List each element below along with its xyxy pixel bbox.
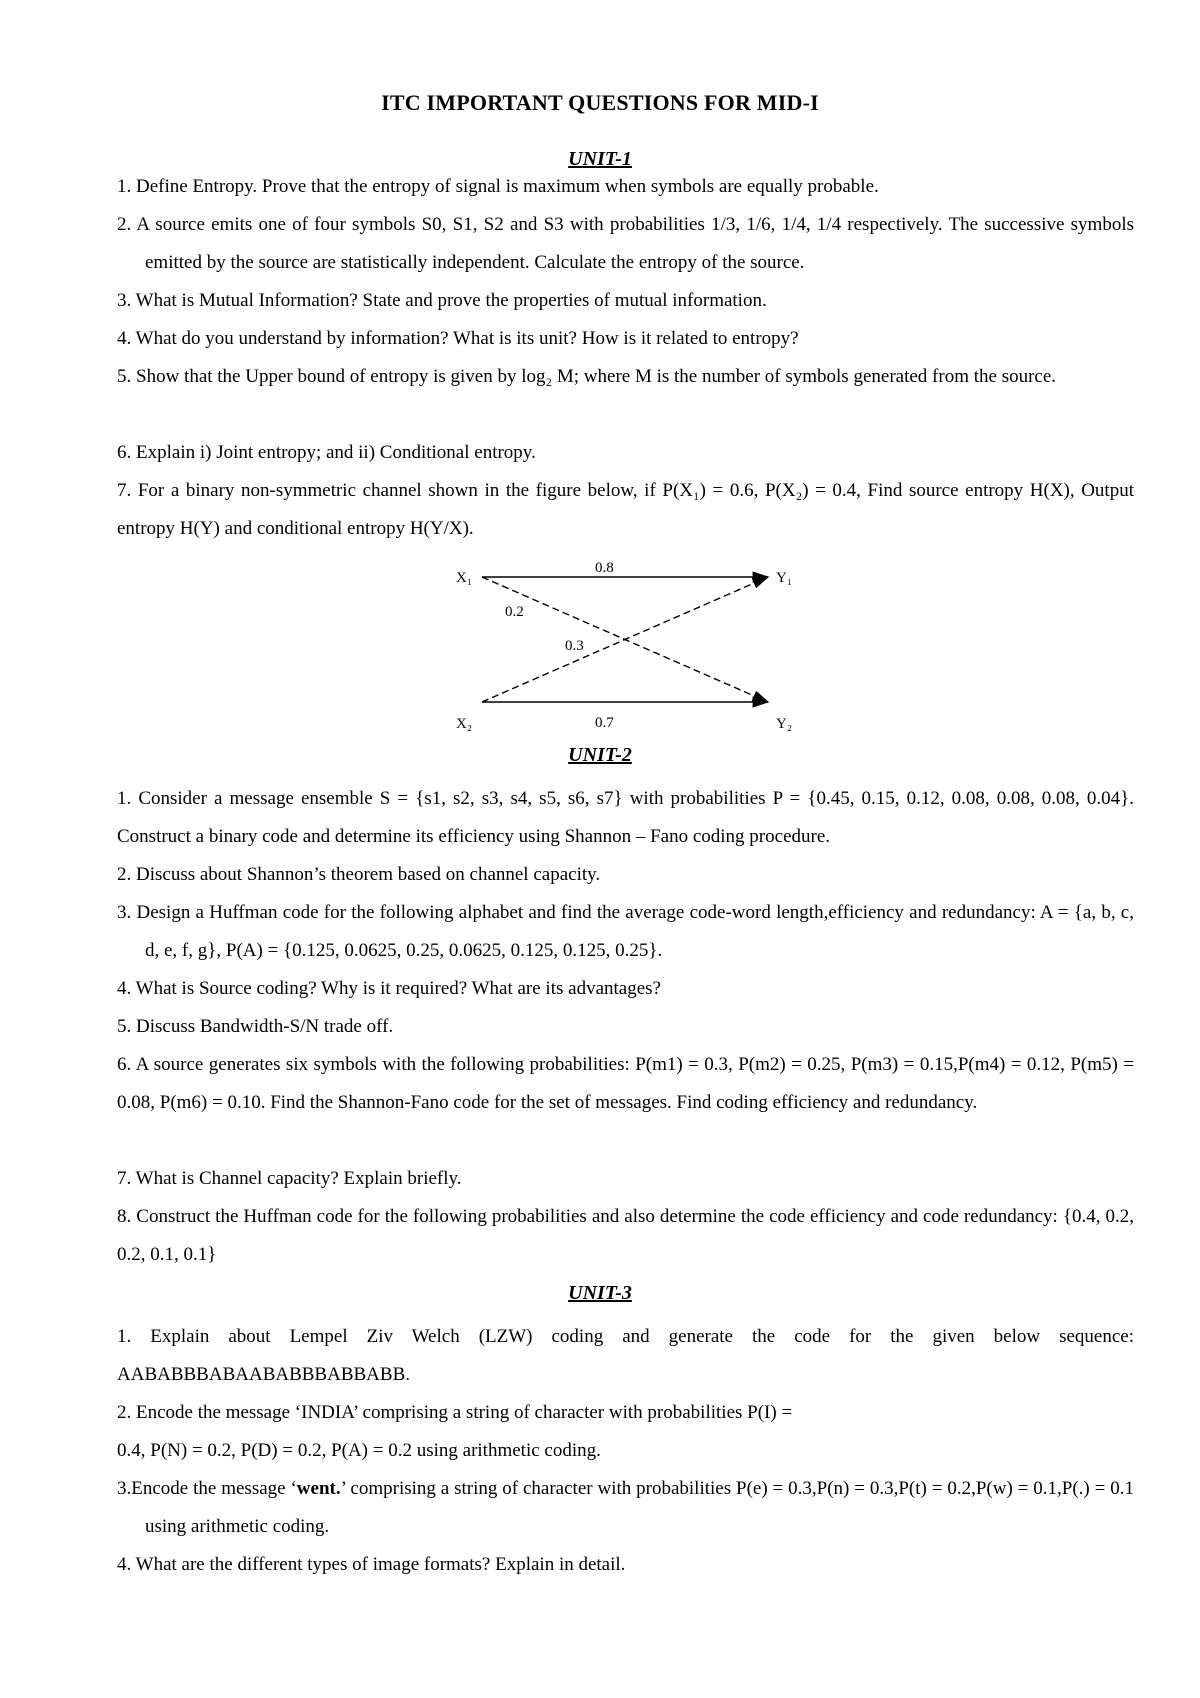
unit-2-question-8: 8. Construct the Huffman code for the following probabilities and also determine the code efficiency and code redundancy: {0.4, 0.2, 0.2, 0.1, 0.1}: [117, 1206, 1134, 1265]
prob-x1-y1-label: 0.8: [595, 560, 614, 576]
unit-2-question-4: 4. What is Source coding? Why is it required? What are its advantages?: [117, 978, 661, 999]
unit-2-question-5: 5. Discuss Bandwidth-S/N trade off.: [117, 1016, 394, 1037]
unit-3-question-3-prefix: 3.Encode the message ‘: [117, 1478, 297, 1499]
unit-2-question-6: 6. A source generates six symbols with the following probabilities: P(m1) = 0.3, P(m2) = 0.25, P(m3) = 0.15,P(m4) = 0.12, P(m5) = 0.08, P(m6) = 0.10. Find the Shannon-Fano code for the set of messages. Find coding efficiency and redundancy.: [117, 1054, 1134, 1113]
unit-3-question-1: 1. Explain about Lempel Ziv Welch (LZW) coding and generate the code for the given below sequence: AABABBBABAABABBBABBABB.: [117, 1326, 1134, 1385]
unit-2-question-1: 1. Consider a message ensemble S = {s1, s2, s3, s4, s5, s6, s7} with probabilities P = {0.45, 0.15, 0.12, 0.08, 0.08, 0.08, 0.04}. Construct a binary code and determine its efficiency using Shannon – Fano coding procedure.: [117, 788, 1134, 847]
input-x1-label: X₁: [456, 570, 473, 586]
unit-2-heading: UNIT-2: [568, 744, 632, 766]
unit-3-question-3: [117, 1470, 1134, 1546]
prob-x1-y2-label: 0.2: [505, 604, 524, 620]
page-title: ITC IMPORTANT QUESTIONS FOR MID-I: [381, 90, 819, 115]
output-y1-label: Y₁: [776, 570, 793, 586]
unit-1-question-7: 7. For a binary non-symmetric channel shown in the figure below, if P(X₁) = 0.6, P(X₂) = 0.4, Find source entropy H(X), Output entropy H(Y) and conditional entropy H(Y/X).: [117, 480, 1134, 539]
unit-3-heading: UNIT-3: [568, 1282, 632, 1304]
binary-channel-diagram: [440, 552, 820, 736]
unit-2-question-3: 3. Design a Huffman code for the following alphabet and find the average code-word length,efficiency and redundancy: A = {a, b, c, d, e, f, g}, P(A) = {0.125, 0.0625, 0.25, 0.0625, 0.125, 0.125, 0.25}.: [117, 902, 1134, 961]
output-y2-label: Y₂: [776, 716, 793, 732]
unit-3-question-3-bold: went.: [296, 1478, 341, 1499]
unit-1-question-3: 3. What is Mutual Information? State and prove the properties of mutual information.: [117, 290, 767, 311]
unit-1-heading: UNIT-1: [568, 148, 632, 170]
unit-3-question-3-suffix: ’ comprising a string of character with probabilities P(e) = 0.3,P(n) = 0.3,P(t) = 0.2,P(w) = 0.1,P(.) = 0.1 using arithmetic coding.: [145, 1478, 1134, 1537]
unit-3-question-2-continued: 0.4, P(N) = 0.2, P(D) = 0.2, P(A) = 0.2 using arithmetic coding.: [117, 1440, 601, 1461]
input-x2-label: X₂: [456, 716, 473, 732]
unit-2-question-2: 2. Discuss about Shannon’s theorem based on channel capacity.: [117, 864, 601, 885]
unit-3-question-2: 2. Encode the message ‘INDIA’ comprising a string of character with probabilities P(I) =: [117, 1402, 793, 1423]
unit-1-question-6: 6. Explain i) Joint entropy; and ii) Conditional entropy.: [117, 442, 536, 463]
unit-1-question-1: 1. Define Entropy. Prove that the entropy of signal is maximum when symbols are equally probable.: [117, 176, 879, 197]
unit-2-question-7: 7. What is Channel capacity? Explain briefly.: [117, 1168, 462, 1189]
unit-1-question-2: 2. A source emits one of four symbols S0, S1, S2 and S3 with probabilities 1/3, 1/6, 1/4, 1/4 respectively. The successive symbols emitted by the source are statistically independent. Calculate the entropy of the source.: [117, 214, 1134, 273]
unit-1-question-4: 4. What do you understand by information? What is its unit? How is it related to entropy?: [117, 328, 799, 349]
prob-x2-y2-label: 0.7: [595, 715, 614, 731]
prob-x2-y1-label: 0.3: [565, 638, 584, 654]
unit-3-question-4: 4. What are the different types of image formats? Explain in detail.: [117, 1554, 626, 1575]
unit-1-question-5: 5. Show that the Upper bound of entropy is given by log₂ M; where M is the number of symbols generated from the source.: [117, 366, 1057, 387]
